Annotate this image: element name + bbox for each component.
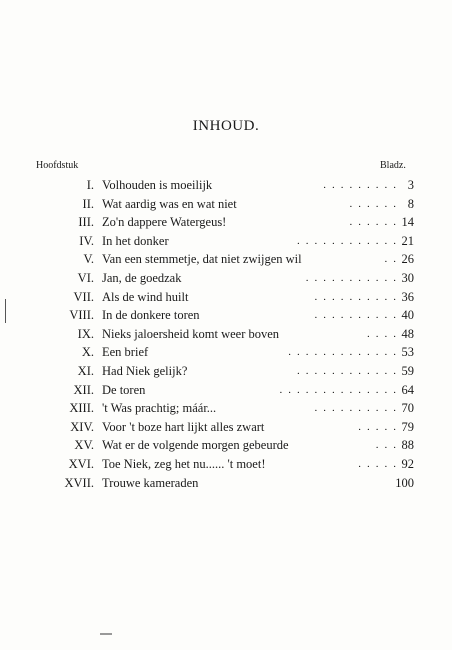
page-number: 8: [407, 196, 414, 211]
toc-entry: [0, 362, 452, 380]
chapter-number: IV.: [79, 233, 94, 248]
toc-entry: [0, 306, 452, 324]
toc-entry: [0, 436, 452, 454]
page-number: 3: [407, 178, 414, 192]
chapter-title: Trouwe kameraden: [102, 475, 199, 490]
margin-mark: [5, 299, 6, 323]
dot-leader: ..........: [314, 290, 402, 303]
dot-leader: ............: [297, 365, 402, 377]
page-number: 100: [395, 475, 414, 490]
chapter-number: X.: [81, 345, 94, 360]
toc-entry: [0, 176, 452, 194]
toc-entry: [0, 455, 452, 473]
page-number: 21: [401, 233, 414, 248]
chapter-title: Een brief: [102, 345, 149, 360]
chapter-title: In het donker: [102, 233, 169, 248]
chapter-title: De toren: [102, 382, 146, 397]
chapter-title: Jan, de goedzak: [102, 271, 182, 285]
dot-leader: .............: [288, 346, 402, 359]
chapter-title: Nieks jaloersheid komt weer boven: [102, 326, 280, 341]
dot-leader: .........: [323, 179, 402, 191]
chapter-number: XVII.: [64, 475, 94, 490]
dot-leader: ....: [367, 327, 402, 340]
chapter-number: VII.: [73, 289, 94, 304]
dot-leader: ...: [375, 439, 402, 452]
chapter-number: III.: [78, 215, 94, 230]
page-number: 59: [401, 364, 414, 378]
bottom-mark: [100, 633, 112, 635]
dot-leader: ..........: [314, 402, 402, 415]
chapter-title: Voor 't boze hart lijkt alles zwart: [102, 419, 265, 434]
chapter-title: Wat er de volgende morgen gebeurde: [102, 438, 289, 453]
dot-leader: .....: [358, 420, 402, 433]
page-number: 79: [401, 419, 414, 434]
dot-leader: ..: [384, 253, 402, 266]
page-number: 70: [401, 401, 414, 416]
toc-entry: [0, 288, 452, 306]
chapter-title: In de donkere toren: [102, 308, 200, 323]
chapter-number: XIII.: [69, 401, 94, 416]
chapter-number: XI.: [77, 364, 94, 378]
chapter-number: II.: [82, 196, 94, 211]
chapter-number: VIII.: [69, 308, 94, 323]
toc-entry: [0, 399, 452, 417]
chapter-number: XVI.: [68, 457, 94, 471]
chapter-number: V.: [83, 252, 94, 267]
dot-leader: ......: [349, 197, 402, 210]
page-number: 88: [401, 438, 414, 453]
page-number: 30: [401, 271, 414, 285]
toc-entry: [0, 250, 452, 268]
toc-entry: [0, 381, 452, 399]
toc-entry: [0, 269, 452, 287]
toc-entry: [0, 232, 452, 250]
page-number: 40: [401, 308, 414, 323]
chapter-title: Als de wind huilt: [102, 289, 189, 304]
page-number: 14: [401, 215, 414, 230]
chapter-title: Wat aardig was en wat niet: [102, 196, 237, 211]
chapter-title: Volhouden is moeilijk: [102, 178, 213, 192]
chapter-number: I.: [86, 178, 94, 192]
dot-leader: ...........: [305, 272, 402, 284]
chapter-number: XIV.: [70, 419, 94, 434]
page-number: 36: [401, 289, 414, 304]
toc-entry: [0, 343, 452, 361]
chapter-title: Had Niek gelijk?: [102, 364, 188, 378]
page-number: 64: [401, 382, 414, 397]
page-number: 26: [401, 252, 414, 267]
chapter-title: Zo'n dappere Watergeus!: [102, 215, 227, 230]
page-number: 48: [401, 326, 414, 341]
page-number: 53: [401, 345, 414, 360]
chapter-column-header: Hoofdstuk: [36, 160, 79, 171]
page-number: 92: [401, 457, 414, 471]
toc-entry: [0, 213, 452, 231]
chapter-number: XII.: [73, 382, 94, 397]
page-title: INHOUD.: [192, 118, 260, 134]
dot-leader: ............: [297, 234, 402, 247]
toc-entry: [0, 195, 452, 213]
toc-entry: [0, 474, 452, 492]
dot-leader: .....: [358, 458, 402, 470]
chapter-title: Toe Niek, zeg het nu...... 't moet!: [102, 457, 266, 471]
chapter-number: XV.: [74, 438, 94, 453]
chapter-number: VI.: [77, 271, 94, 285]
chapter-number: IX.: [77, 326, 94, 341]
page-column-header: Bladz.: [380, 160, 406, 171]
toc-entry: [0, 418, 452, 436]
dot-leader: ..........: [314, 309, 402, 322]
dot-leader: ..............: [279, 383, 402, 396]
chapter-title: 't Was prachtig; máár...: [102, 401, 217, 416]
dot-leader: ......: [349, 216, 402, 229]
toc-entry: [0, 325, 452, 343]
chapter-title: Van een stemmetje, dat niet zwijgen wil: [102, 252, 302, 267]
